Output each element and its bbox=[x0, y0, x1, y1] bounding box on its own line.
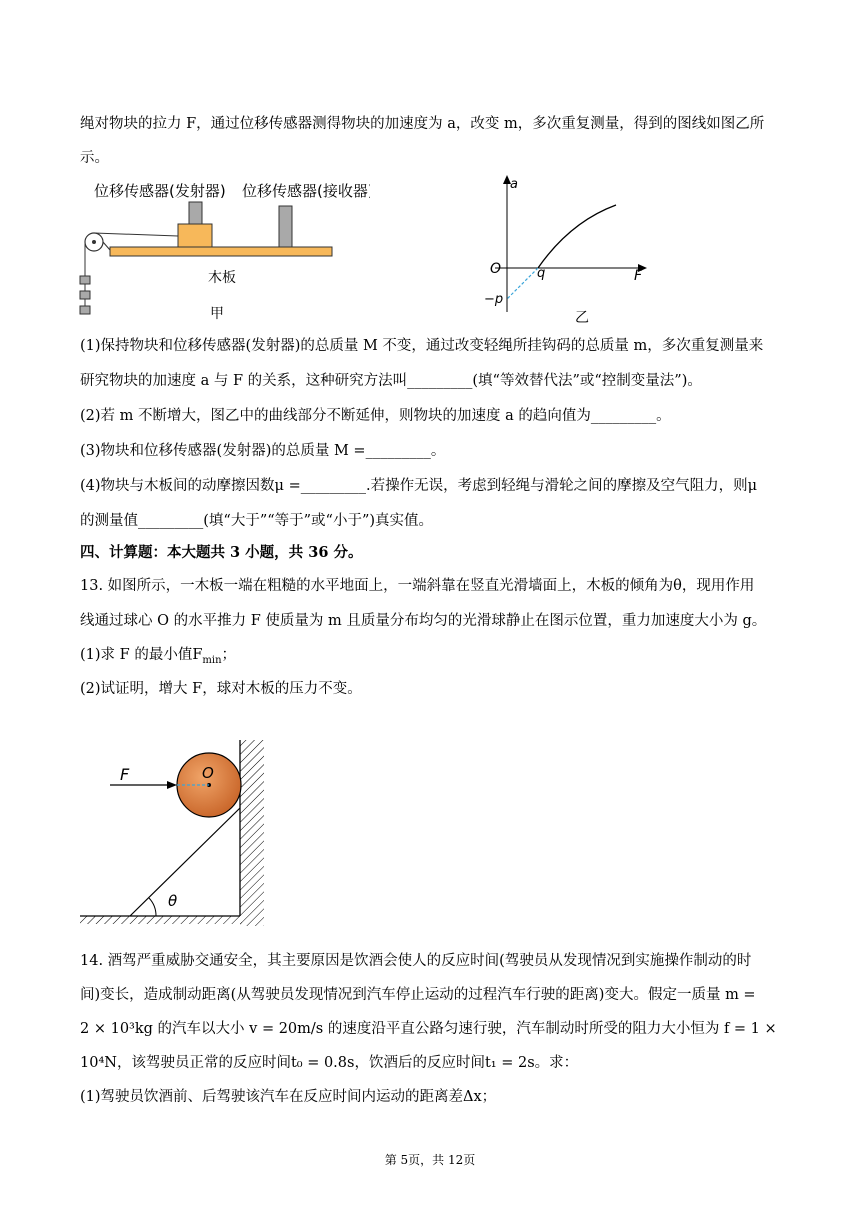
q14-line1: 14. 酒驾严重威胁交通安全，其主要原因是饮酒会使人的反应时间(驾驶员从发现情况到实施操作制动的时 bbox=[80, 953, 752, 969]
figure-jia bbox=[70, 170, 370, 320]
q12-part1-line2: 研究物块的加速度 a 与 F 的关系，这种研究方法叫_________(填“等效替代法”或“控制变量法”)。 bbox=[80, 373, 702, 389]
q13-line2: 线通过球心 O 的水平推力 F 使质量为 m 且质量分布均匀的光滑球静止在图示位置，重力加速度大小为 g。 bbox=[80, 613, 767, 629]
q12-part4-line1: (4)物块与木板间的动摩擦因数μ =_________.若操作无误，考虑到轻绳与滑轮之间的摩擦及空气阻力，则μ bbox=[80, 478, 758, 494]
board bbox=[110, 247, 332, 256]
q14-part1: (1)驾驶员饮酒前、后驾驶该汽车在反应时间内运动的距离差Δx； bbox=[80, 1089, 497, 1105]
label-center: O bbox=[202, 764, 214, 782]
ground-hatch bbox=[80, 916, 242, 924]
weight-1 bbox=[80, 276, 90, 284]
q12-part2: (2)若 m 不断增大，图乙中的曲线部分不断延伸，则物块的加速度 a 的趋向值为_________。 bbox=[80, 408, 671, 424]
wall-hatch bbox=[240, 740, 264, 926]
page-footer: 第 5页，共 12页 bbox=[384, 1153, 476, 1167]
figure-yi bbox=[470, 172, 660, 324]
q13-part1-end: ； bbox=[221, 647, 237, 663]
receiver-sensor bbox=[279, 206, 292, 247]
intro-line-1: 绳对物块的拉力 F，通过位移传感器测得物块的加速度为 a，改变 m，多次重复测量，得到的图线如图乙所 bbox=[80, 116, 765, 132]
axis-label-a: a bbox=[510, 177, 518, 192]
q12-part3: (3)物块和位移传感器(发射器)的总质量 M =_________。 bbox=[80, 443, 446, 459]
weight-3 bbox=[80, 306, 90, 314]
label-q: q bbox=[537, 266, 546, 281]
q13-part2: (2)试证明，增大 F，球对木板的压力不变。 bbox=[80, 681, 362, 697]
label-theta: θ bbox=[168, 892, 178, 910]
figure-q13 bbox=[78, 738, 268, 928]
weight-2 bbox=[80, 291, 90, 299]
caption-jia: 甲 bbox=[210, 306, 224, 320]
q13-part1-text: (1)求 F 的最小值F bbox=[80, 647, 203, 663]
figure-q13-svg bbox=[78, 738, 268, 928]
section-heading: 四、计算题：本大题共 3 小题，共 36 分。 bbox=[80, 544, 363, 561]
q12-part1-line1: (1)保持物块和位移传感器(发射器)的总质量 M 不变，通过改变轻绳所挂钩码的总质量 m，多次重复测量来 bbox=[80, 338, 764, 354]
label-emitter: 位移传感器(发射器) bbox=[94, 182, 226, 200]
dashed-extension bbox=[507, 268, 538, 299]
q14-line2: 间)变长，造成制动距离(从驾驶员发现情况到汽车停止运动的过程汽车行驶的距离)变大。假定一质量 m = bbox=[80, 987, 756, 1003]
figure-jia-svg bbox=[70, 170, 370, 320]
force-arrowhead bbox=[167, 781, 177, 789]
block bbox=[178, 224, 212, 247]
q13-part1 bbox=[80, 643, 236, 666]
curve-a-f bbox=[538, 205, 616, 268]
q13-part1-sub: min bbox=[202, 654, 222, 666]
label-force: F bbox=[120, 765, 130, 784]
caption-yi: 乙 bbox=[575, 310, 589, 324]
label-board: 木板 bbox=[208, 270, 236, 286]
q14-line3: 2 × 10³kg 的汽车以大小 v = 20m/s 的速度沿平直公路匀速行驶，汽车制动时所受的阻力大小恒为 f = 1 × bbox=[80, 1021, 777, 1037]
pulley-mount bbox=[103, 242, 110, 250]
q14-line4: 10⁴N，该驾驶员正常的反应时间t₀ = 0.8s，饮酒后的反应时间t₁ = 2s。求： bbox=[80, 1055, 579, 1071]
q13-line1: 13. 如图所示，一木板一端在粗糙的水平地面上，一端斜靠在竖直光滑墙面上，木板的倾角为θ，现用作用 bbox=[80, 578, 755, 594]
pulley-axle bbox=[92, 240, 96, 244]
axis-label-f: F bbox=[634, 268, 643, 284]
angle-arc bbox=[149, 898, 156, 916]
intro-line-2: 示。 bbox=[80, 150, 109, 166]
q12-part4-line2: 的测量值_________(填“大于”“等于”或“小于”)真实值。 bbox=[80, 513, 434, 529]
emitter-post bbox=[189, 202, 202, 224]
label-receiver: 位移传感器(接收器) bbox=[242, 182, 370, 200]
incline-board bbox=[130, 808, 240, 916]
rope-horizontal bbox=[94, 233, 178, 236]
figure-yi-svg bbox=[470, 172, 660, 324]
origin-label: O bbox=[490, 261, 502, 277]
label-p: −p bbox=[484, 292, 504, 307]
